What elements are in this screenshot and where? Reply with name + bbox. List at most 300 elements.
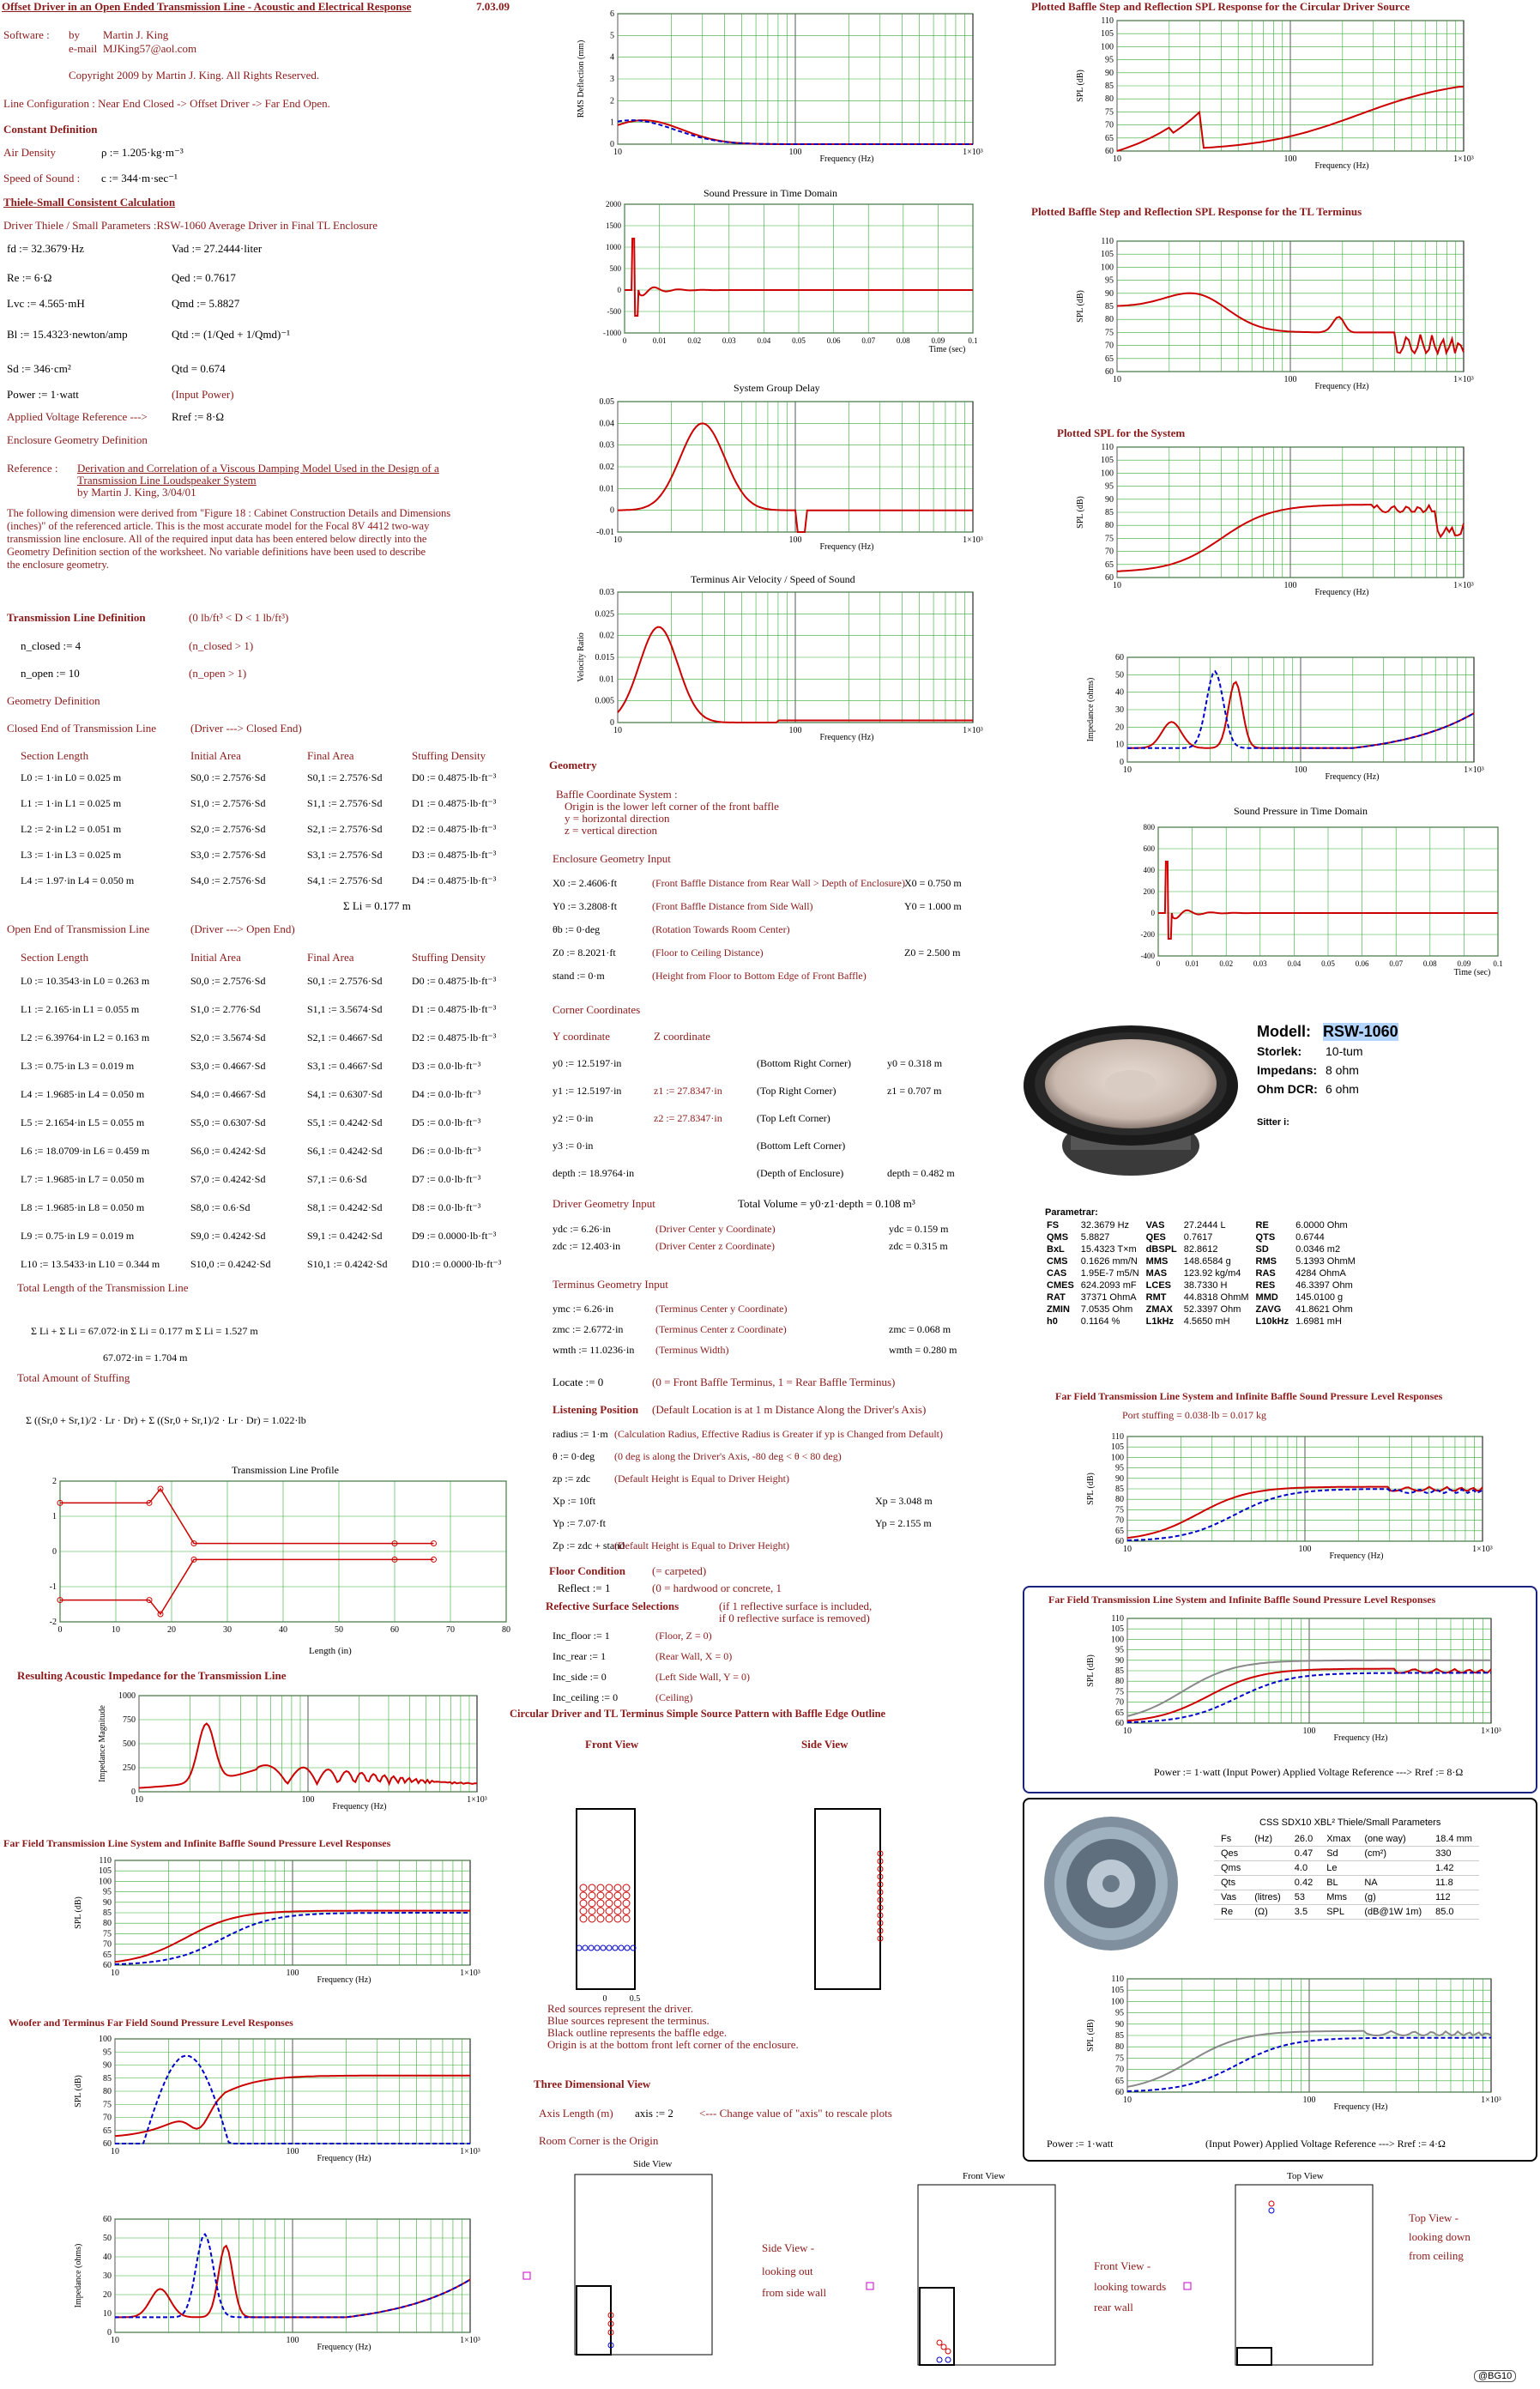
css-table-cell: 53 [1288,1890,1320,1905]
corner-r2-c0: y2 := 0·in [553,1112,594,1124]
group-delay-title: System Group Delay [734,382,820,394]
speed-sound-value: c := 344·m·sec⁻¹ [101,172,178,184]
x-tick-label: 0.02 [1219,959,1234,968]
param-table-cell: SD [1255,1244,1269,1255]
term-r1-c2: zmc = 0.068 m [889,1323,951,1335]
y-tick-label: 0.03 [599,440,614,451]
x-tick-label: 1×10³ [963,148,983,157]
x-tick-label: 10 [1113,581,1121,590]
driver-source [614,1915,621,1922]
tbl-r8-c1: S8,0 := 0.6·Sd [190,1201,251,1213]
listen-r5-c0: Zp := zdc + stand [553,1539,625,1551]
n-open-value: n_open := 10 [21,667,80,680]
driver-source [623,1892,630,1899]
driver-source [614,1908,621,1914]
param-table-cell: FS [1047,1220,1060,1231]
tbl-r1-c3: D1 := 0.4875·lb·ft⁻³ [412,797,497,809]
x-tick-label: 1×10³ [1453,581,1474,590]
tbl-r1-c1: S1,0 := 2.7576·Sd [190,797,266,809]
corner-r0-c0: y0 := 12.5197·in [553,1057,622,1069]
param-table-cell: VAS [1145,1220,1165,1231]
tl-def-range: (0 lb/ft³ < D < 1 lb/ft³) [189,611,289,624]
right-sound-pressure-time-chart [1107,822,1510,977]
y-tick-label: 60 [1115,653,1124,662]
param-table-cell: 4284 OhmA [1295,1268,1346,1279]
qtd-formula: Qtd := (1/Qed + 1/Qmd)⁻¹ [172,328,291,341]
side-note-1: Side View - [762,2241,815,2254]
driver-r0-c1: (Driver Center y Coordinate) [655,1223,776,1235]
x-tick-label: 70 [446,1625,455,1635]
x-axis-label: Frequency (Hz) [332,1802,387,1811]
driver-source [589,1884,595,1891]
y-tick-label: 95 [1105,55,1114,65]
tbl-r2-c0: L2 := 6.39764·in L2 = 0.163 m [21,1031,150,1043]
param-table-cell: 0.1626 mm/N [1080,1256,1138,1267]
y-dir-note: y = horizontal direction [565,812,670,825]
y-tick-label: 0 [610,140,614,149]
y-tick-label: 0.01 [599,484,614,494]
x-tick-label: 100 [286,2336,299,2345]
fd-value: fd := 32.3679·Hz [7,242,85,255]
model-label: Modell: [1257,1023,1311,1040]
lvc-value: Lvc := 4.565·mH [7,297,85,310]
x-tick-label: 50 [335,1625,343,1635]
spec-r0-c0: Storlek: [1257,1044,1302,1058]
geom-r2-c1: (Rotation Towards Room Center) [652,923,790,935]
x-tick-label: 0.02 [687,336,702,345]
y-tick-label: 80 [1105,94,1114,105]
x-axis-label: Frequency (Hz) [1333,1733,1388,1743]
x-tick-label: 100 [788,726,802,735]
inc-r3-c1: (Ceiling) [655,1691,693,1703]
x-axis-label: Frequency (Hz) [1333,2102,1388,2112]
y-tick-label: 10 [1115,740,1124,750]
y-tick-label: 40 [103,2253,112,2262]
y-tick-label: 250 [123,1763,136,1773]
y-tick-label: 0.01 [599,674,614,685]
x-tick-label: 1×10³ [467,1795,487,1805]
x-tick-label: 0.1 [1493,959,1503,968]
x-tick-label: 0.01 [652,336,667,345]
css-table-cell: Le [1320,1861,1357,1876]
x-tick-label: 0.03 [1253,959,1267,968]
y-tick-label: 40 [1115,687,1124,698]
spec-r0-c1: 10-tum [1326,1044,1363,1058]
css-table-cell [1247,1861,1288,1876]
driver-source [606,1892,613,1899]
three-d-heading: Three Dimensional View [534,2078,651,2090]
driver-source [597,1900,604,1907]
x-tick-label: 100 [788,535,802,545]
css-table-cell: NA [1357,1876,1428,1890]
y-tick-label: 100 [1101,469,1114,479]
y-tick-label: 2 [610,96,614,106]
x-tick-label: 0.05 [1321,959,1335,968]
x-tick-label: 100 [1302,2096,1316,2105]
y-tick-label: 95 [1115,2008,1124,2018]
spec-r2-c1: 6 ohm [1326,1082,1359,1096]
reference-by: by Martin J. King, 3/04/01 [77,486,196,499]
z-dir-note: z = vertical direction [565,824,658,837]
css-table-cell: Sd [1320,1847,1357,1861]
param-title: Parametrar: [1045,1207,1098,1218]
y-tick-label: -1000 [603,329,621,337]
tl-def-heading: Transmission Line Definition [7,611,146,624]
y-tick-label: 80 [1115,1495,1124,1505]
driver-params-label: Driver Thiele / Small Parameters :RSW-1060 Average Driver in Final TL Enclosure [3,219,377,232]
x-tick-label: 0.04 [1287,959,1301,968]
corner-r2-c2: (Top Left Corner) [757,1112,830,1124]
mic-marker [523,2272,530,2279]
y-tick-label: 105 [1101,456,1114,466]
y-tick-label: 100 [1111,1997,1124,2007]
y-tick-label: 65 [1105,133,1114,143]
tbl-r8-c0: L8 := 1.9685·in L8 = 0.050 m [21,1201,145,1213]
inc-r2-c1: (Left Side Wall, Y = 0) [655,1671,750,1683]
driver-source [606,1900,613,1907]
listen-r0-c0: radius := 1·m [553,1428,608,1440]
geom-r4-c1: (Height from Floor to Bottom Edge of Front Baffle) [652,970,867,982]
tbl-r6-c1: S6,0 := 0.4242·Sd [190,1145,266,1157]
legend-note-1: Red sources represent the driver. [547,2002,694,2015]
left-farfield-chart [70,1855,482,1984]
y-tick-label: 65 [1115,1708,1124,1718]
y-tick-label: -400 [1140,952,1155,960]
css-table-cell: (g) [1357,1890,1428,1905]
x-tick-label: 0.07 [1389,959,1404,968]
email-link[interactable]: MJKing57@aol.com [103,42,197,55]
y-tick-label: 65 [1115,2076,1124,2086]
axis-note: <--- Change value of "axis" to rescale plots [699,2107,892,2120]
geom-def-label: Geometry Definition [7,694,100,707]
y-tick-label: 90 [1115,2019,1124,2029]
watermark-badge: @BG10 [1474,2370,1516,2382]
comparison-chart [1083,1613,1503,1742]
plotted-system-title: Plotted SPL for the System [1057,426,1186,439]
param-table-cell: RAS [1255,1268,1276,1279]
corner-r0-c3: y0 = 0.318 m [887,1057,943,1069]
rms-deflection-chart [573,9,985,163]
total-len-label: Total Length of the Transmission Line [17,1281,189,1294]
y-tick-label: 0.04 [599,419,614,429]
y-tick-label: -2 [49,1618,57,1627]
y-axis-label: SPL (dB) [1086,1654,1096,1687]
y-tick-label: 200 [1143,887,1155,896]
x-tick-label: 1×10³ [1464,765,1484,775]
css-table-cell: (litres) [1247,1890,1288,1905]
y-axis-label: SPL (dB) [1086,2019,1096,2052]
param-table-cell: RAT [1047,1292,1066,1303]
y-tick-label: -0.01 [596,528,614,537]
tbl-r4-c0: L4 := 1.97·in L4 = 0.050 m [21,874,135,886]
system-spl-chart [1072,442,1476,596]
geom-r0-c1: (Front Baffle Distance from Rear Wall > Depth of Enclosure) [652,877,905,889]
y-tick-label: 95 [1105,481,1114,492]
y-tick-label: 75 [1115,2053,1124,2064]
y-tick-label: 75 [1115,1687,1124,1697]
three-d-top-view [1175,2180,1407,2386]
param-table-cell: CMS [1047,1256,1068,1267]
sitter-label: Sitter i: [1257,1117,1289,1128]
x-tick-label: 0 [1156,959,1161,968]
para-line-1: The following dimension were derived from "Figure 18 : Cabinet Construction Details and Dimensions [7,507,451,519]
terminus-source [583,1945,588,1951]
geom-r0-c0: X0 := 2.4606·ft [553,877,618,889]
y-tick-label: 65 [103,2126,112,2136]
x-tick-label: 100 [1283,375,1297,384]
x-tick-label: 100 [1283,581,1297,590]
driver-source [589,1915,595,1922]
terminus-velocity-chart [573,587,985,741]
geom-r0-c2: X0 = 0.750 m [904,877,962,889]
tbl-r4-c3: D4 := 0.0·lb·ft⁻³ [412,1088,481,1100]
open-end-label: Open End of Transmission Line [7,922,150,935]
listen-r4-c0: Yp := 7.07·ft [553,1517,606,1529]
x-tick-label: 80 [502,1625,510,1635]
voltage-ref-label: Applied Voltage Reference ---> [7,410,148,423]
tbl-r10-c2: S10,1 := 0.4242·Sd [307,1258,388,1270]
axis-value: axis := 2 [635,2107,673,2120]
n-closed-value: n_closed := 4 [21,639,82,652]
corner-r1-c0: y1 := 12.5197·in [553,1085,622,1097]
y-tick-label: 80 [1105,315,1114,325]
css-table-cell: 330 [1428,1847,1479,1861]
tbl-r0-c2: S0,1 := 2.7576·Sd [307,975,383,987]
y-tick-label: 60 [1115,1719,1124,1728]
y-tick-label: 60 [1105,573,1114,583]
param-table-cell: 5.1393 OhmM [1295,1256,1356,1267]
terminus-source [595,1945,600,1951]
inc-r0-c1: (Floor, Z = 0) [655,1630,712,1642]
plot-area [918,2185,1055,2365]
y-tick-label: 0 [1150,909,1155,917]
css-table-cell: Re [1214,1905,1247,1920]
tbl-r1-c3: D1 := 0.4875·lb·ft⁻³ [412,1003,497,1015]
box-ff-title: Far Field Transmission Line System and Infinite Baffle Sound Pressure Level Responses [1048,1594,1436,1606]
page-date: 7.03.09 [476,0,510,13]
param-table-cell: QTS [1255,1232,1276,1243]
param-table-cell: 44.8318 OhmM [1183,1292,1249,1303]
driver-source [589,1908,595,1914]
tbl-r8-c3: D8 := 0.0·lb·ft⁻³ [412,1201,481,1213]
locate-value: Locate := 0 [553,1376,604,1388]
param-table-cell: ZMAX [1145,1304,1173,1315]
col-header-final: Final Area [307,749,354,762]
locate-note: (0 = Front Baffle Terminus, 1 = Rear Baffle Terminus) [652,1376,896,1388]
total-volume: Total Volume = y0·z1·depth = 0.108 m³ [738,1197,915,1210]
term-r1-c1: (Terminus Center z Coordinate) [655,1323,787,1335]
y-tick-label: 95 [1105,275,1114,286]
y-axis-label: RMS Deflection (mm) [577,39,586,118]
x-tick-label: 0 [57,1625,63,1635]
power-value: Power := 1·watt [7,388,79,401]
y-tick-label: 105 [1111,1986,1124,1996]
tbl-r3-c0: L3 := 0.75·in L3 = 0.019 m [21,1060,135,1072]
y-tick-label: 80 [103,2087,112,2096]
param-table-cell: ZMIN [1047,1304,1070,1315]
driver-source [614,1884,621,1891]
mic-marker [867,2283,873,2289]
total-stuff-eq: Σ ((Sr,0 + Sr,1)/2 · Lr · Dr) + Σ ((Sr,0 + Sr,1)/2 · Lr · Dr) = 1.022·lb [26,1414,306,1426]
y-tick-label: 400 [1143,866,1155,874]
param-table-cell: L1kHz [1145,1316,1175,1327]
param-table-cell: MAS [1145,1268,1168,1279]
tl-profile-chart [17,1476,515,1639]
param-table-cell: RES [1255,1280,1276,1291]
param-table-cell: 0.6744 [1295,1232,1325,1243]
x-tick-label: 100 [788,148,802,157]
y-tick-label: 65 [1105,559,1114,570]
y-axis-label: SPL (dB) [1076,70,1085,102]
bl-value: Bl := 15.4323·newton/amp [7,328,128,341]
y-tick-label: 750 [123,1715,136,1725]
param-table-cell: 37371 OhmA [1080,1292,1137,1303]
term-vel-title: Terminus Air Velocity / Speed of Sound [691,573,855,585]
x-tick-label: 0.05 [792,336,806,345]
param-table-cell: CAS [1047,1268,1067,1279]
total-len-eq2: 67.072·in = 1.704 m [103,1352,188,1364]
x-tick-label: 0.5 [629,1994,641,2004]
css-param-table [1214,1832,1479,1920]
css-table-cell: SPL [1320,1905,1357,1920]
x-tick-label: 0.07 [861,336,876,345]
inc-r2-c0: Inc_side := 0 [553,1671,607,1683]
param-table-cell: QMS [1047,1232,1069,1243]
y-tick-label: 100 [1111,1635,1124,1645]
side-note-2: looking out [762,2265,813,2277]
reflective-note-2: if 0 reflective surface is removed) [719,1612,870,1624]
css-table-cell [1247,1876,1288,1890]
term-r2-c1: (Terminus Width) [655,1344,729,1356]
closed-dir-label: (Driver ---> Closed End) [190,722,302,735]
y-tick-label: 100 [99,1877,112,1887]
tbl-r0-c3: D0 := 0.4875·lb·ft⁻³ [412,975,497,987]
listen-r3-c2: Xp = 3.048 m [875,1495,933,1507]
line-config: Line Configuration : Near End Closed -> Offset Driver -> Far End Open. [3,97,330,110]
x-tick-label: 0.06 [826,336,841,345]
listen-r2-c1: (Default Height is Equal to Driver Height) [614,1473,789,1485]
spec-r2-c0: Ohm DCR: [1257,1082,1318,1096]
port-stuffing: Port stuffing = 0.038·lb = 0.017 kg [1122,1409,1266,1421]
x-tick-label: 10 [613,148,622,157]
y-tick-label: 1500 [606,221,621,230]
para-line-4: Geometry Definition section of the worksheet. No variable definitions have been used to describe [7,546,426,558]
y-tick-label: 1 [610,118,614,128]
tbl-r3-c1: S3,0 := 0.4667·Sd [190,1060,266,1072]
col-header-final-2: Final Area [307,951,354,964]
qmd-value: Qmd := 5.8827 [172,297,240,310]
tbl-r2-c3: D2 := 0.4875·lb·ft⁻³ [412,1031,497,1043]
spit-title-mid: Sound Pressure in Time Domain [704,187,838,199]
terminus-source [619,1945,624,1951]
x-tick-label: 100 [286,1969,299,1978]
geom-r2-c0: θb := 0·deg [553,923,601,935]
x-tick-label: 0.08 [896,336,910,345]
x-tick-label: 1×10³ [963,726,983,735]
x-axis-label: Time (sec) [928,345,966,354]
y-tick-label: 0 [107,2328,112,2338]
x-axis-label: Frequency (Hz) [819,733,874,742]
param-table-cell: 15.4323 T×m [1080,1244,1137,1255]
tbl-r2-c2: S2,1 := 2.7576·Sd [307,823,383,835]
term-r2-c0: wmth := 11.0236·in [553,1344,635,1356]
x-axis-label: Frequency (Hz) [1329,1551,1384,1561]
param-table-cell: RMT [1145,1292,1167,1303]
y-tick-label: 70 [1105,547,1114,557]
css-table-cell: 18.4 mm [1428,1832,1479,1847]
para-line-3: transmission line enclosure. All of the required input data has been entered below directly into the [7,533,427,545]
y-tick-label: 60 [1105,367,1114,377]
tbl-r4-c1: S4,0 := 0.4667·Sd [190,1088,266,1100]
tbl-r2-c1: S2,0 := 3.5674·Sd [190,1031,266,1043]
email-label: e-mail [69,42,98,55]
corner-r3-c2: (Bottom Left Corner) [757,1140,846,1152]
driver-source [623,1908,630,1914]
tbl-r5-c1: S5,0 := 0.6307·Sd [190,1116,266,1128]
room-corner-note: Room Corner is the Origin [539,2134,659,2147]
three-d-front-view [858,2180,1072,2386]
tbl-r2-c2: S2,1 := 0.4667·Sd [307,1031,383,1043]
y-tick-label: 90 [1115,1655,1124,1666]
css-table-cell: 85.0 [1428,1905,1479,1920]
y-tick-label: 75 [103,2100,112,2110]
y-tick-label: 65 [1115,1526,1124,1536]
css-table-title: CSS SDX10 XBL² Thiele/Small Parameters [1259,1817,1441,1828]
y-tick-label: 70 [1115,1515,1124,1526]
driver-source [589,1892,595,1899]
driver-source [606,1915,613,1922]
x-axis-label: Frequency (Hz) [317,2343,371,2352]
reference-label: Reference : [7,462,58,475]
y-axis-label: SPL (dB) [74,2075,83,2108]
woofer-title: Woofer and Terminus Far Field Sound Pressure Level Responses [9,2017,293,2029]
y-tick-label: 70 [103,1939,112,1950]
tl-profile-xlabel: Length (in) [309,1646,352,1656]
x-tick-label: 1×10³ [460,1969,480,1978]
x-tick-label: 1×10³ [460,2336,480,2345]
x-axis-label: Frequency (Hz) [819,154,874,164]
spit-title-right: Sound Pressure in Time Domain [1234,805,1368,817]
tbl-r6-c3: D6 := 0.0·lb·ft⁻³ [412,1145,481,1157]
x-tick-label: 10 [613,726,622,735]
param-table-cell: 38.7330 H [1183,1280,1228,1291]
spec-r1-c0: Impedans: [1257,1063,1318,1077]
y-tick-label: 85 [1115,1485,1124,1494]
origin-note: Origin is the lower left corner of the front baffle [565,800,779,813]
spec-r1-c1: 8 ohm [1326,1063,1359,1077]
y-tick-label: 1 [52,1512,57,1521]
y-tick-label: 3 [610,75,614,84]
param-table-cell: 52.3397 Ohm [1183,1304,1241,1315]
y-tick-label: 60 [1115,2088,1124,2097]
param-table-cell: 123.92 kg/m4 [1183,1268,1241,1279]
reference-title-1: Derivation and Correlation of a Viscous Damping Model Used in the Design of a [77,462,439,475]
baffle-step-tl-chart [1072,236,1476,390]
y-tick-label: 70 [103,2113,112,2123]
x-tick-label: 10 [1123,765,1132,775]
term-r0-c1: (Terminus Center y Coordinate) [655,1303,788,1315]
circ-title: Circular Driver and TL Terminus Simple Source Pattern with Baffle Edge Outline [510,1708,886,1720]
y-tick-label: 85 [1105,82,1114,91]
css-table-cell: Xmax [1320,1832,1357,1847]
tbl-r1-c1: S1,0 := 2.776·Sd [190,1003,261,1015]
right-farfield-chart [1083,1431,1495,1560]
woofer-terminus-chart [70,2034,482,2162]
baffle-step-tl-title: Plotted Baffle Step and Reflection SPL Response for the TL Terminus [1031,205,1362,218]
css-input-power: (Input Power) Applied Voltage Reference ---> Rref := 4·Ω [1205,2138,1446,2150]
y-tick-label: 90 [1115,1473,1124,1484]
y-tick-label: 30 [103,2271,112,2281]
